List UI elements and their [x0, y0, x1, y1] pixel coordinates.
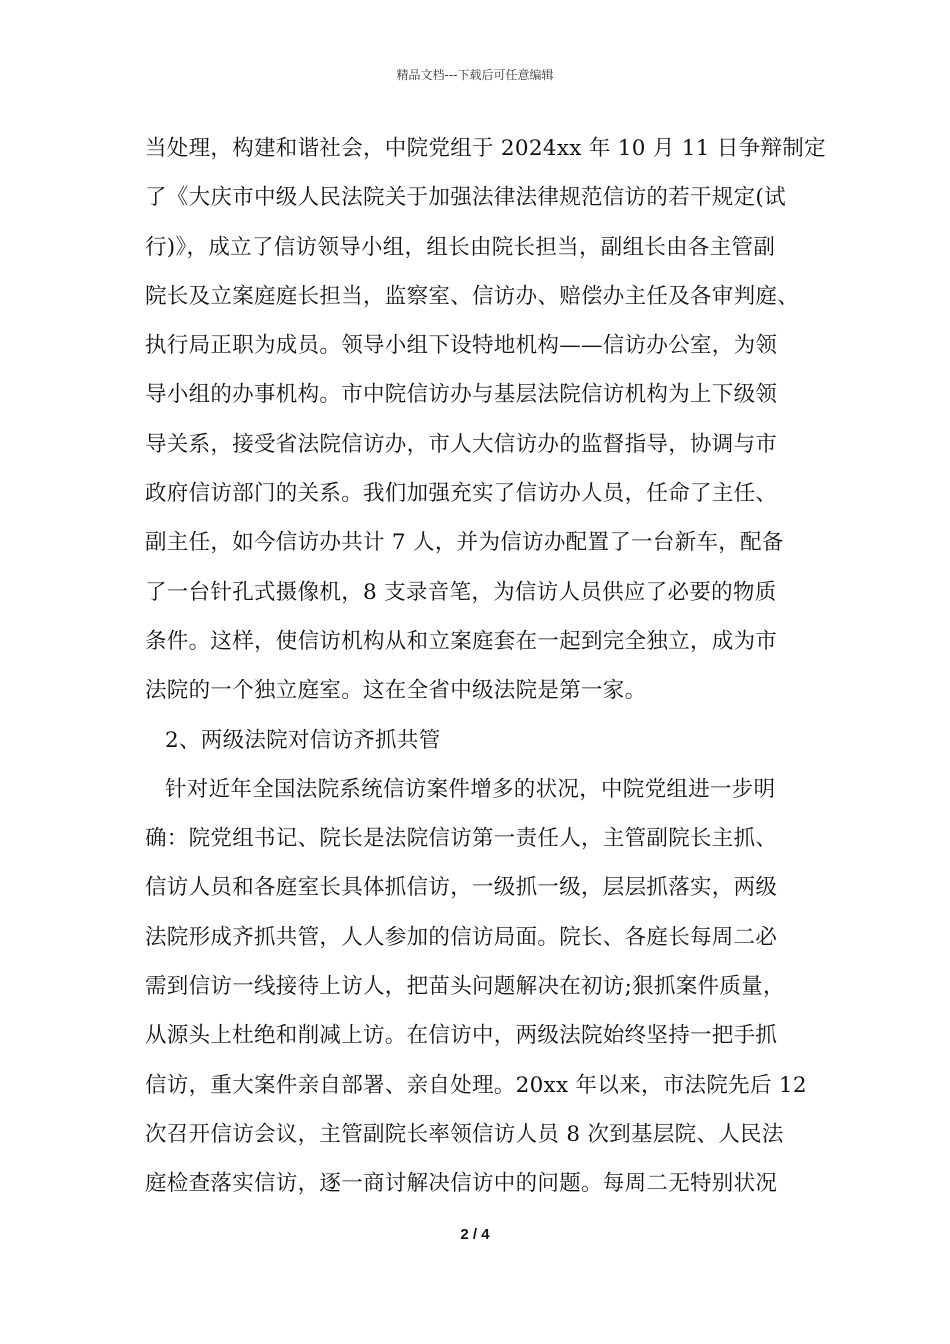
text-line: 次召开信访会议，主管副院长率领信访人员 8 次到基层院、人民法 — [145, 1121, 784, 1147]
text-line: 信访，重大案件亲自部署、亲自处理。20xx 年以来，市法院先后 12 — [145, 1072, 807, 1098]
text-line: 从源头上杜绝和削减上访。在信访中，两级法院始终坚持一把手抓 — [145, 1023, 778, 1049]
text-line: 当处理，构建和谐社会，中院党组于 2024xx 年 10 月 11 日争辩制定 — [145, 136, 826, 161]
text-line: 政府信访部门的关系。我们加强充实了信访办人员，任命了主任、 — [145, 481, 778, 507]
text-line: 信访人员和各庭室长具体抓信访，一级抓一级，层层抓落实，两级 — [145, 875, 778, 901]
text-line: 导小组的办事机构。市中院信访办与基层法院信访机构为上下级领 — [145, 382, 778, 408]
text-line: 确：院党组书记、院长是法院信访第一责任人，主管副院长主抓、 — [145, 826, 778, 852]
text-line: 院长及立案庭庭长担当，监察室、信访办、赔偿办主任及各审判庭、 — [145, 283, 800, 309]
paragraph-first-line: 针对近年全国法院系统信访案件增多的状况，中院党组进一步明 — [165, 776, 776, 802]
text-line: 导关系，接受省法院信访办，市人大信访办的监督指导，协调与市 — [145, 431, 778, 457]
text-line: 了《大庆市中级人民法院关于加强法律法律规范信访的若干规定(试 — [145, 185, 786, 211]
text-line: 行)》，成立了信访领导小组，组长由院长担当，副组长由各主管副 — [145, 234, 776, 260]
document-body — [145, 124, 826, 1209]
text-line: 法院的一个独立庭室。这在全省中级法院是第一家。 — [145, 678, 647, 704]
text-line: 了一台针孔式摄像机，8 支录音笔，为信访人员供应了必要的物质 — [145, 579, 777, 605]
section-heading: 2、两级法院对信访齐抓共管 — [165, 727, 441, 753]
page-number: 2 / 4 — [460, 1226, 490, 1243]
page-header: 精品文档---下载后可任意编辑 — [396, 68, 554, 82]
text-line: 副主任，如今信访办共计 7 人，并为信访办配置了一台新车，配备 — [145, 530, 784, 556]
text-line: 庭检查落实信访，逐一商讨解决信访中的问题。每周二无特别状况 — [145, 1171, 778, 1197]
text-line: 条件。这样，使信访机构从和立案庭套在一起到完全独立，成为市 — [145, 628, 778, 654]
text-line: 需到信访一线接待上访人，把苗头问题解决在初访;狠抓案件质量， — [145, 974, 785, 1000]
text-line: 法院形成齐抓共管，人人参加的信访局面。院长、各庭长每周二必 — [145, 924, 778, 950]
text-line: 执行局正职为成员。领导小组下设特地机构——信访办公室，为领 — [145, 333, 778, 359]
